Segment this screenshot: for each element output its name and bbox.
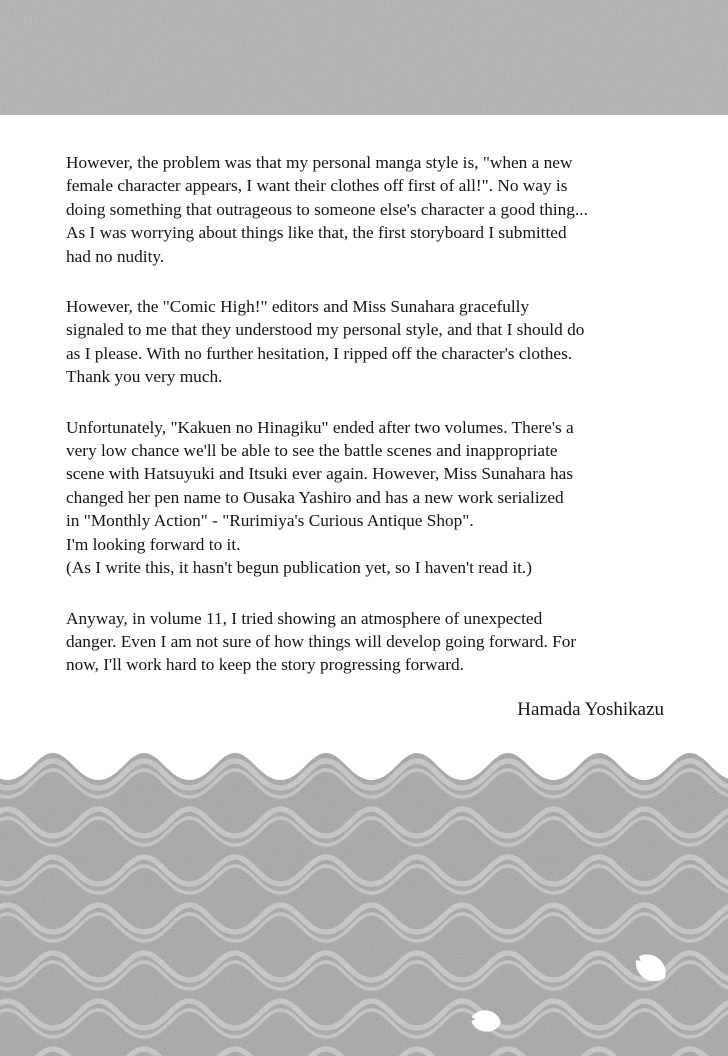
wave-grain — [0, 750, 728, 1056]
paragraph — [66, 416, 676, 580]
text-line: doing something that outrageous to someone else's character a good thing... — [66, 199, 588, 219]
text-line: Anyway, in volume 11, I tried showing an atmosphere of unexpected — [66, 608, 543, 628]
text-line: female character appears, I want their clothes off first of all!". No way is — [66, 176, 568, 196]
text-line: very low chance we'll be able to see the battle scenes and inappropriate — [66, 441, 558, 461]
paragraph — [66, 295, 676, 389]
paragraph — [66, 151, 676, 268]
text-line: Unfortunately, "Kakuen no Hinagiku" ended after two volumes. There's a — [66, 417, 574, 437]
text-line: I'm looking forward to it. — [66, 534, 241, 554]
text-line: now, I'll work hard to keep the story progressing forward. — [66, 655, 464, 675]
text-line: signaled to me that they understood my personal style, and that I should do — [66, 320, 585, 340]
text-line: scene with Hatsuyuki and Itsuki ever again. However, Miss Sunahara has — [66, 464, 574, 484]
text-line: However, the problem was that my personal manga style is, "when a new — [66, 153, 573, 172]
text-line: as I please. With no further hesitation, I ripped off the character's clothes. — [66, 343, 573, 363]
text-line: danger. Even I am not sure of how things will develop going forward. For — [66, 631, 577, 651]
wave-pattern-band — [0, 750, 728, 1056]
text-line: However, the "Comic High!" editors and Miss Sunahara gracefully — [66, 297, 530, 317]
text-line: had no nudity. — [66, 246, 165, 266]
text-line: Thank you very much. — [66, 367, 223, 387]
text-line: (As I write this, it hasn't begun publication yet, so I haven't read it.) — [66, 558, 532, 578]
text-line: in "Monthly Action" - "Rurimiya's Curious Antique Shop". — [66, 511, 474, 531]
text-line: changed her pen name to Ousaka Yashiro and has a new work serialized — [66, 487, 564, 507]
afterword-text — [66, 151, 676, 677]
top-banner — [0, 0, 728, 115]
author-signature: Hamada Yoshikazu — [517, 699, 664, 720]
top-banner-texture — [0, 0, 728, 115]
text-line: As I was worrying about things like that, the first storyboard I submitted — [66, 223, 567, 243]
wave-pattern — [0, 750, 728, 1056]
paragraph — [66, 607, 676, 677]
